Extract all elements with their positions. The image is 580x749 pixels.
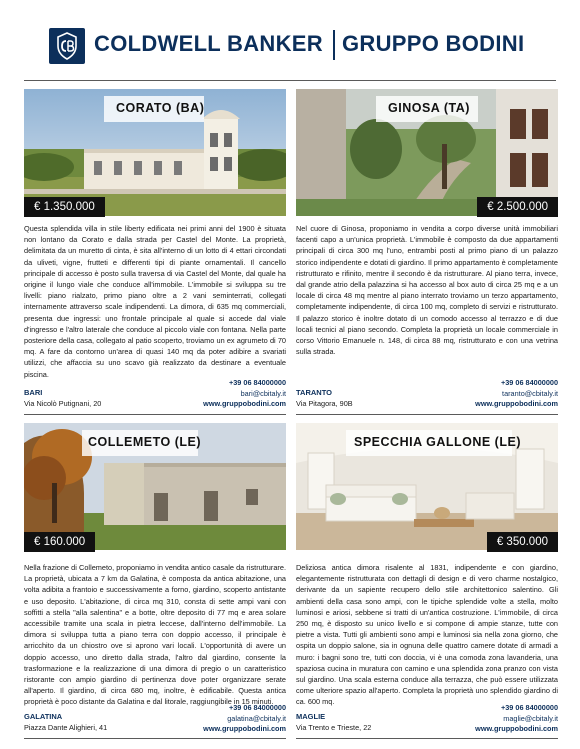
agency-website[interactable]: www.gruppobodini.com bbox=[475, 399, 558, 408]
listing-title: COLLEMETO (LE) bbox=[88, 435, 202, 449]
agency-address: Via Pitagora, 90B bbox=[296, 399, 353, 408]
agency-contact bbox=[475, 703, 558, 735]
header-rule bbox=[24, 80, 556, 81]
agency-email[interactable]: maglie@cbitaly.it bbox=[503, 713, 558, 723]
listing-card-specchia-gallone bbox=[296, 423, 558, 741]
agency-contact bbox=[475, 378, 558, 410]
card-divider bbox=[296, 738, 558, 739]
agency-city: GALATINA bbox=[24, 712, 63, 721]
brand-group-name: GRUPPO BODINI bbox=[342, 31, 525, 56]
listing-price: € 2.500.000 bbox=[477, 197, 558, 217]
listing-description: Questa splendida villa in stile liberty edificata nei primi anni del 1900 è situata non lontano da Corato e dalla strada per Castel del Monte. La proprietà, delimitata da un muretto di cinta, è sita all'interno di un lotto di 4 ettari circondati da uliveti, vigne, frutteti e differenti tipi di piante ornamentali. Il cancello principale di accesso è posto sulla traversa di via Castel del Monte, dal quale ha origine il lungo viale che conduce all'immobile. L'immobile si sviluppa su tre livelli: piano rialzato, primo piano oltre a 2 vani seminterrati, collegati internamente attraverso scale indipendenti. La dimora, di 635 mq commerciali, presenta due ingressi: uno frontale principale al quale si accede dal viale d'ingresso e l'altro laterale che conduce al piccolo viale con fontana. Nella parte posteriore della casa, collegato al patio scoperto, troviamo un ex agrumeto di 70 mq. A fare da contorno un'area di quasi 140 mq da poter adibire a svariati utilizzi, che affaccia su uno scavo già realizzato da destinare a eventuale piscina. bbox=[24, 224, 286, 379]
agency-contact bbox=[203, 378, 286, 410]
listing-price: € 1.350.000 bbox=[24, 197, 105, 217]
agency-website[interactable]: www.gruppobodini.com bbox=[203, 724, 286, 733]
agency-website[interactable]: www.gruppobodini.com bbox=[475, 724, 558, 733]
agency-website[interactable]: www.gruppobodini.com bbox=[203, 399, 286, 408]
agency-phone: +39 06 84000000 bbox=[500, 378, 558, 387]
listing-description: Nella frazione di Collemeto, proponiamo in vendita antico casale da ristrutturare. La proprietà, ubicata a 7 km da Galatina, è composta da antica abitazione, una volta adibita a frantoio e successivamente a forno, giardino, scoperto antistante e uso deposito. L'abitazione, di circa mq 310, consta di sette ampi vani con soffitti a stella "alla salentina" e a botte, oltre deposito di 77 mq e area solare accessibile tramite una scala in pietra leccese, dall'interno dell'immobile. La dimora si sviluppa tutta a piano terra con doppio accesso, il principale è arricchito da un chiostro ove si aprono vari locali. L'opportunità di avere un doppio accesso, uno diretto dalla strada, l'altro dal giardino, consente la trasformazione e la realizzazione di una dimora di pregio o un caratteristico ristorante con ampio giardino di pertinenza dove poter organizzare serate all'aperto. Il giardino, di circa 680 mq, inoltre, è edificabile. Questa antica proprietà è poco distante da Galatina e dal litorale, raggiungibile in 15 minuti. bbox=[24, 563, 286, 707]
page-header bbox=[0, 0, 580, 84]
listing-description: Nel cuore di Ginosa, proponiamo in vendita a corpo diverse unità immobiliari facenti capo a un'unica proprietà. L'immobile è composto da due appartamenti principali di circa 300 mq l'uno, entrambi posti al primo piano di un palazzo storico indipendente e dotati di giardino. Il primo appartamento è completamente ristrutturato e rifinito, mentre il secondo è da ristrutturare. Al piano terra, invece, dal grande atrio della palazzina si ha accesso al box auto di circa 25 mq e a un locale di circa 48 mq mentre al piano interrato troviamo un terzo appartamento, completamente indipendente, di circa 100 mq, completo di servizi e ristrutturato. Il palazzo storico è inoltre dotato di un comodo accesso al terrazzo e di due locali tecnici al piano secondo. Completa la proprietà un locale commerciale in corso Vittorio Emanuele n. 148, di circa 88 mq, ristrutturato e con una vetrina sulla strada. bbox=[296, 224, 558, 357]
listing-price: € 350.000 bbox=[487, 532, 558, 552]
listing-description: Deliziosa antica dimora risalente al 1831, indipendente e con giardino, elegantemente ristrutturata con dettagli di design e di vero charme nostalgico, derivante da un sapiente recupero dello stile architettonico salentino. Gli ambienti della casa sono ampi, con le tipiche splendide volte a stella, molto luminosi e ariosi, sebbene si tratti di un'antica costruzione. L'immobile, di circa 250 mq, è disposto su unico livello e si compone di ampie stanze, tutte con pietre a vista. Tutti gli ambienti sono ampi e luminosi sia nella zona giorno, che ospita un doppio salone, sia in ognuna delle quattro camere dotate di armadi a muro: i bagni sono tre, tutti con doccia, vi è una comoda zona lavanderia, una spaziosa cucina in muratura con camino e una splendida zona pranzo con vista sul giardino. Una scala esterna conduce alla terrazza, che può essere utilizzata come ulteriore spazio all'aperto. Completa la proprietà uno splendido giardino di ca. 600 mq. bbox=[296, 563, 558, 707]
cb-monogram-icon bbox=[49, 28, 85, 64]
card-divider bbox=[296, 414, 558, 415]
agency-phone: +39 06 84000000 bbox=[228, 703, 286, 712]
listing-title: CORATO (BA) bbox=[116, 101, 205, 115]
brand-divider bbox=[333, 30, 335, 60]
agency-phone: +39 06 84000000 bbox=[500, 703, 558, 712]
listing-card-collemeto bbox=[24, 423, 286, 741]
agency-email[interactable]: bari@cbitaly.it bbox=[240, 388, 286, 398]
agency-address: Piazza Dante Alighieri, 41 bbox=[24, 723, 108, 732]
agency-city: TARANTO bbox=[296, 388, 332, 397]
listing-card-ginosa bbox=[296, 89, 558, 409]
agency-email[interactable]: galatina@cbitaly.it bbox=[227, 713, 286, 723]
agency-phone: +39 06 84000000 bbox=[228, 378, 286, 387]
agency-address: Via Trento e Trieste, 22 bbox=[296, 723, 372, 732]
listing-price: € 160.000 bbox=[24, 532, 95, 552]
agency-email[interactable]: taranto@cbitaly.it bbox=[502, 388, 558, 398]
listing-title: SPECCHIA GALLONE (LE) bbox=[354, 435, 521, 449]
listing-title: GINOSA (TA) bbox=[388, 101, 470, 115]
listing-card-corato bbox=[24, 89, 286, 409]
card-divider bbox=[24, 738, 286, 739]
agency-city: BARI bbox=[24, 388, 43, 397]
agency-city: MAGLIE bbox=[296, 712, 326, 721]
agency-contact bbox=[203, 703, 286, 735]
agency-address: Via Nicolò Putignani, 20 bbox=[24, 399, 102, 408]
card-divider bbox=[24, 414, 286, 415]
brand-name: COLDWELL BANKER bbox=[94, 31, 323, 56]
